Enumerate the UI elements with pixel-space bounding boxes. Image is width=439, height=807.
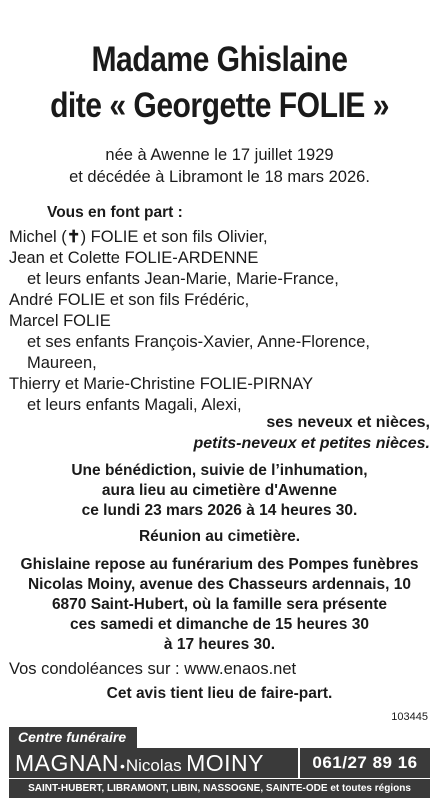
- family-andre: André FOLIE et son fils Frédéric,: [9, 291, 250, 309]
- family-marcel-kids-1: et ses enfants François-Xavier, Anne-Florence,: [27, 333, 371, 351]
- family-michel-b: ) FOLIE et son fils Olivier,: [80, 228, 268, 246]
- repose-line-5: à 17 heures 30.: [163, 636, 276, 653]
- reunion-note: Réunion au cimetière.: [138, 528, 301, 545]
- ceremony-line-1: Une bénédiction, suivie de l’inhumation,: [71, 462, 368, 479]
- repose-line-3: 6870 Saint-Hubert, où la famille sera présente: [51, 596, 388, 613]
- footer-locations: SAINT-HUBERT, LIBRAMONT, LIBIN, NASSOGNE, SAINTE-ODE et toutes régions: [9, 779, 430, 798]
- announce-label: Vous en font part :: [47, 204, 183, 221]
- family-michel: [9, 227, 268, 248]
- relatives-petits: petits-neveux et petites nièces.: [193, 435, 430, 452]
- ceremony-line-3: ce lundi 23 mars 2026 à 14 heures 30.: [81, 502, 358, 519]
- reference-number: 103445: [391, 711, 428, 723]
- family-thierry-kids: et leurs enfants Magali, Alexi,: [27, 396, 242, 414]
- repose-line-2: Nicolas Moiny, avenue des Chasseurs ardennais, 10: [27, 576, 412, 593]
- death-line: et décédée à Libramont le 18 mars 2026.: [69, 168, 370, 186]
- family-michel-a: Michel (: [9, 228, 67, 246]
- notice-text: Cet avis tient lieu de faire-part.: [106, 685, 333, 702]
- brand-magnan: MAGNAN: [15, 750, 119, 776]
- funeral-centre-label: Centre funéraire: [9, 727, 137, 748]
- phone-number[interactable]: 061/27 89 16: [300, 748, 430, 778]
- title-line-2: dite « Georgette FOLIE »: [50, 86, 389, 125]
- condolences-link[interactable]: Vos condoléances sur : www.enaos.net: [9, 660, 297, 678]
- title-line-1: Madame Ghislaine: [91, 40, 348, 79]
- ceremony-line-2: aura lieu au cimetière d'Awenne: [101, 482, 338, 499]
- brand-nicolas: Nicolas: [125, 756, 182, 775]
- family-jean-kids: et leurs enfants Jean-Marie, Marie-France,: [27, 270, 339, 288]
- cross-icon: ✝: [66, 228, 81, 246]
- family-marcel-kids-2: Maureen,: [27, 354, 97, 372]
- brand-moiny: MOINY: [186, 750, 264, 776]
- family-marcel: Marcel FOLIE: [9, 312, 111, 330]
- funeral-home-name: [9, 748, 298, 778]
- ceremony-info: [0, 461, 439, 521]
- repose-line-4: ces samedi et dimanche de 15 heures 30: [70, 616, 369, 633]
- family-thierry: Thierry et Marie-Christine FOLIE-PIRNAY: [9, 375, 314, 393]
- birth-death-info: [0, 144, 439, 188]
- relatives-neveux: ses neveux et nièces,: [266, 414, 430, 431]
- repose-line-1: Ghislaine repose au funérarium des Pompes funèbres: [20, 556, 419, 573]
- repose-info: [0, 555, 439, 655]
- dot-separator: •: [119, 758, 125, 774]
- family-jean: Jean et Colette FOLIE-ARDENNE: [9, 249, 259, 267]
- birth-line: née à Awenne le 17 juillet 1929: [105, 146, 334, 164]
